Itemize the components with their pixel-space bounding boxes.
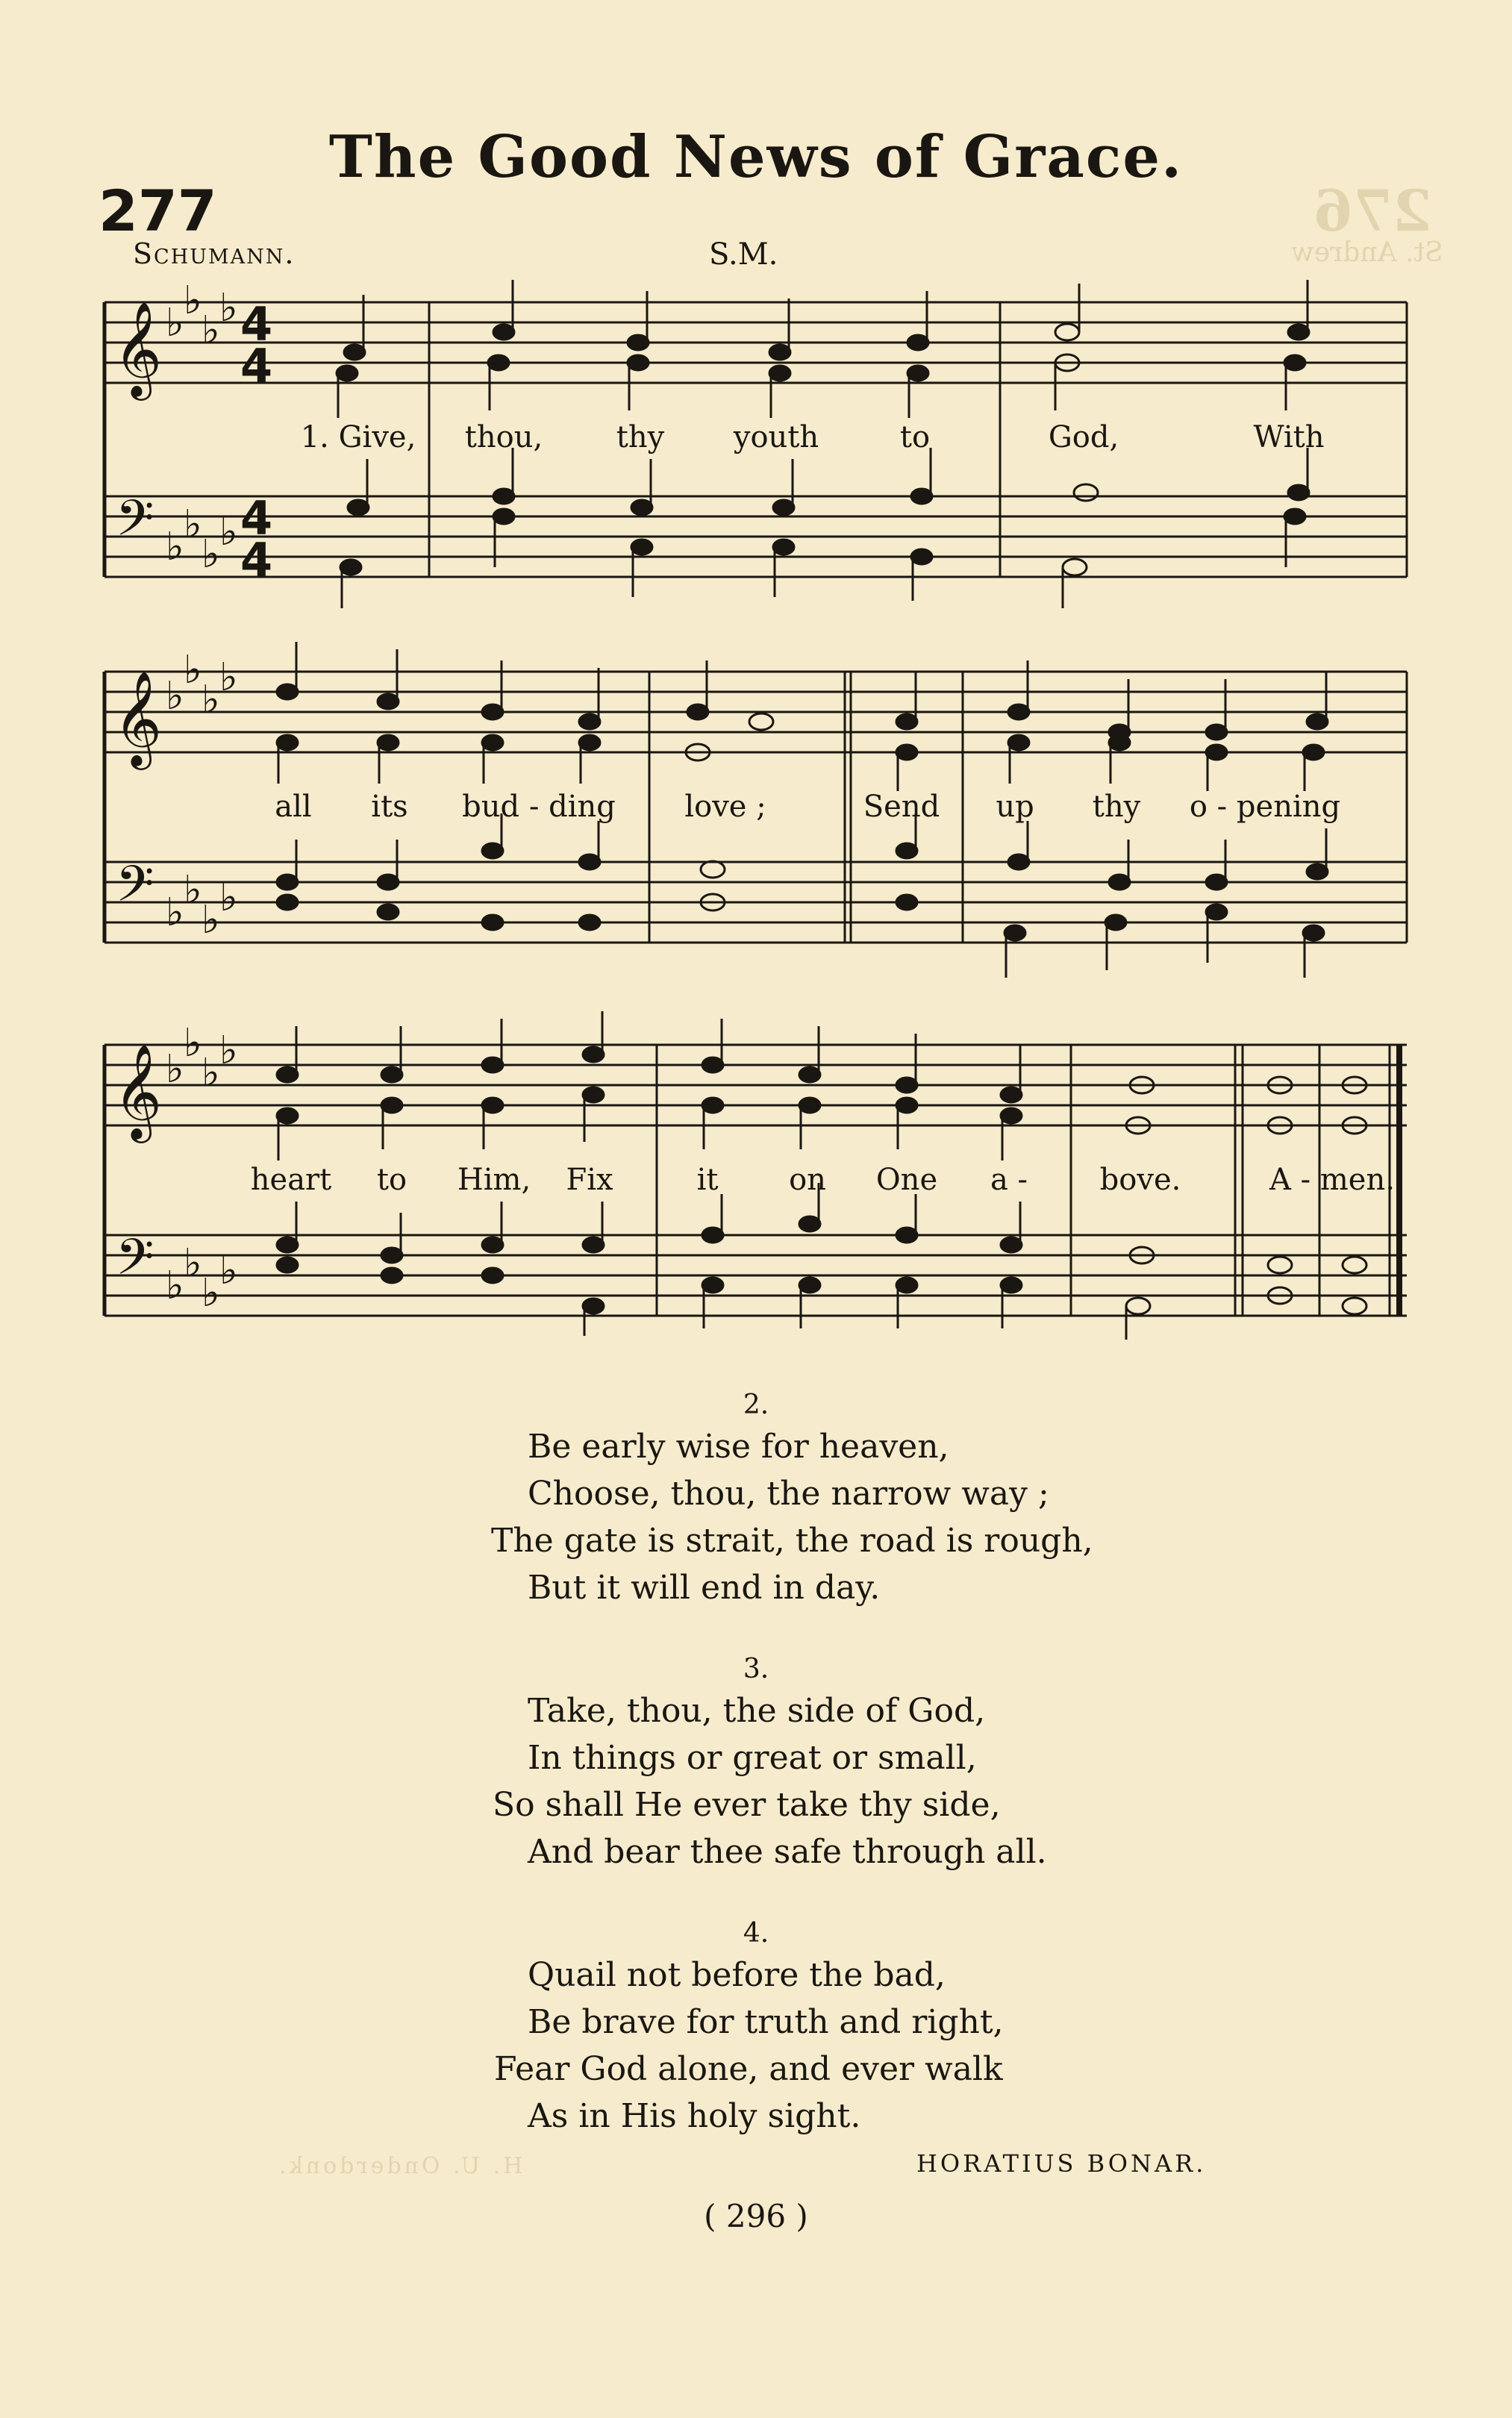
svg-text:♭: ♭ [219, 875, 238, 920]
svg-text:♭: ♭ [184, 502, 202, 547]
lyric-syllable: its [371, 790, 408, 824]
svg-text:♭: ♭ [202, 1051, 220, 1096]
lyric-syllable: it [696, 1163, 719, 1197]
lyric-syllable: all [275, 790, 312, 824]
bass-clef-icon: 𝄢 [116, 1228, 154, 1298]
lyric-syllable: thy [1092, 790, 1141, 824]
verse-line: And bear thee safe through all. [528, 1833, 1047, 1871]
svg-text:♭: ♭ [166, 1263, 184, 1308]
lyric-syllable: A - men. [1269, 1163, 1395, 1197]
verse-line: As in His holy sight. [528, 2097, 861, 2135]
lyric-syllable: Send [863, 790, 940, 824]
bass-clef-icon: 𝄢 [116, 490, 154, 559]
svg-text:♭: ♭ [202, 532, 220, 577]
bleed-through-number: 276 [1313, 178, 1432, 244]
lyric-syllable: o - pening [1189, 790, 1341, 824]
lyric-syllable: bove. [1099, 1163, 1181, 1197]
svg-text:♭: ♭ [219, 286, 238, 331]
lyric-syllable: Fix [566, 1163, 613, 1197]
lyric-syllable: thy [616, 420, 665, 454]
lyric-syllable: 1. Give, [300, 420, 416, 454]
verse-line: Be brave for truth and right, [528, 2003, 1004, 2041]
bass-staff-2 [104, 862, 1407, 943]
lyric-syllable: With [1253, 420, 1325, 454]
svg-text:♭: ♭ [219, 655, 238, 700]
verse-line: In things or great or small, [528, 1739, 977, 1777]
lyric-syllable: One [875, 1163, 938, 1197]
lyric-syllable: bud - ding [462, 790, 616, 824]
author-credit: HORATIUS BONAR. [916, 2149, 1207, 2178]
lyric-syllable: on [789, 1163, 826, 1197]
svg-text:♭: ♭ [184, 278, 202, 323]
lyric-syllable: Him, [457, 1163, 531, 1197]
svg-text:♭: ♭ [166, 890, 184, 935]
svg-text:4: 4 [240, 533, 273, 587]
lyric-syllable: a - [990, 1163, 1028, 1197]
bass-clef-icon: 𝄢 [116, 855, 154, 925]
svg-text:♭: ♭ [202, 678, 220, 722]
lyric-syllable: up [996, 790, 1034, 824]
svg-text:♭: ♭ [184, 868, 202, 913]
svg-text:♭: ♭ [202, 308, 220, 353]
verse-line: Take, thou, the side of God, [528, 1692, 986, 1730]
verse-line: Fear God alone, and ever walk [494, 2050, 1003, 2088]
svg-text:♭: ♭ [184, 1241, 202, 1286]
lyric-syllable: youth [733, 420, 819, 454]
treble-clef-icon: 𝄞 [113, 1043, 163, 1139]
lyric-syllable: to [376, 1163, 407, 1197]
lyric-syllable: to [899, 420, 931, 454]
svg-text:♭: ♭ [219, 510, 238, 554]
svg-text:4: 4 [240, 339, 273, 393]
page-number: ( 296 ) [704, 2198, 808, 2234]
treble-staff-2 [104, 672, 1407, 752]
meter-label: S.M. [709, 237, 778, 272]
treble-clef-icon: 𝄞 [113, 301, 163, 396]
hymn-number: 277 [99, 178, 217, 244]
verse-number: 3. [743, 1654, 769, 1684]
bleed-through-author: H. U. Onderdonk. [276, 2153, 523, 2179]
svg-text:♭: ♭ [219, 1249, 238, 1293]
verse-line: So shall He ever take thy side, [493, 1786, 1001, 1824]
time-signature [240, 297, 272, 587]
composer-name: Schumann. [133, 237, 296, 270]
lyric-syllable: heart [250, 1163, 332, 1197]
verse-line: Quail not before the bad, [528, 1956, 946, 1994]
svg-text:♭: ♭ [202, 898, 220, 943]
bleed-through-tune: St. Andrew [1291, 237, 1443, 268]
svg-text:♭: ♭ [166, 1047, 184, 1092]
svg-text:♭: ♭ [219, 1028, 238, 1073]
lyric-syllable: thou, [464, 420, 543, 454]
verse-line: Choose, thou, the narrow way ; [528, 1475, 1049, 1513]
svg-text:4: 4 [240, 297, 273, 352]
bass-staff-3 [104, 1235, 1407, 1316]
svg-text:♭: ♭ [166, 301, 184, 346]
verse-line: The gate is strait, the road is rough, [491, 1522, 1093, 1560]
lyric-syllable: love ; [684, 790, 766, 824]
lyric-syllable: God, [1048, 420, 1119, 454]
treble-clef-icon: 𝄞 [113, 670, 163, 766]
verse-number: 4. [743, 1918, 769, 1949]
bass-staff-1 [104, 496, 1407, 577]
svg-text:♭: ♭ [202, 1271, 220, 1316]
svg-text:♭: ♭ [184, 648, 202, 693]
svg-text:♭: ♭ [166, 674, 184, 719]
verse-line: Be early wise for heaven, [528, 1428, 949, 1466]
treble-staff-3 [104, 1045, 1407, 1125]
key-signature-flats [166, 278, 238, 1316]
verse-number: 2. [743, 1390, 769, 1420]
verse-line: But it will end in day. [528, 1569, 881, 1607]
svg-text:♭: ♭ [184, 1021, 202, 1066]
treble-staff-1 [104, 302, 1407, 383]
svg-text:4: 4 [240, 491, 273, 546]
svg-text:♭: ♭ [166, 525, 184, 569]
hymn-title: The Good News of Grace. [328, 123, 1184, 191]
